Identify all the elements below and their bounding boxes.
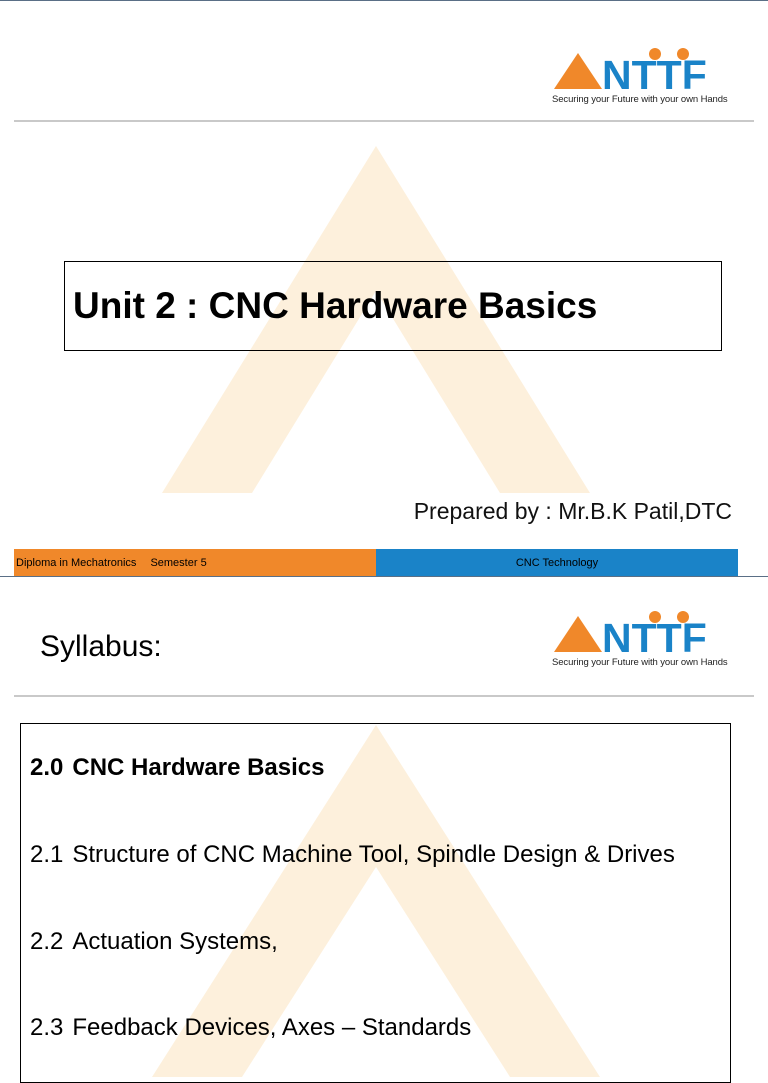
footer-bar [14, 549, 738, 576]
slide-syllabus [0, 576, 768, 1041]
syllabus-item [30, 841, 675, 869]
nttf-logo-icon [552, 608, 738, 661]
footer-course: Diploma in Mechatronics [16, 556, 137, 569]
syllabus-item-text: Structure of CNC Machine Tool, Spindle Design & Drives [72, 841, 675, 868]
syllabus-item-text: Feedback Devices, Axes – Standards [72, 1014, 472, 1041]
footer-semester: Semester 5 [150, 556, 207, 569]
header-divider [14, 695, 754, 697]
nttf-logo-icon [552, 45, 738, 98]
syllabus-item [30, 1014, 471, 1042]
footer-left [14, 549, 376, 576]
syllabus-item-text: Actuation Systems, [72, 928, 278, 955]
syllabus-item-number: 2.0 [30, 754, 64, 781]
logo-tagline: Securing your Future with your own Hands [552, 94, 728, 105]
nttf-logo [552, 608, 738, 668]
title-box [64, 261, 722, 351]
logo-tagline: Securing your Future with your own Hands [552, 657, 728, 668]
syllabus-heading: Syllabus: [40, 630, 162, 663]
nttf-logo [552, 45, 738, 105]
svg-text:NTTF: NTTF [602, 52, 707, 98]
syllabus-item-number: 2.1 [30, 841, 64, 868]
svg-text:NTTF: NTTF [602, 615, 707, 661]
syllabus-item [30, 928, 278, 956]
syllabus-box [20, 723, 731, 1083]
footer-subject: CNC Technology [515, 556, 599, 569]
prepared-by: Prepared by : Mr.B.K Patil,DTC [413, 498, 732, 524]
slide-title-text: Unit 2 : CNC Hardware Basics [73, 285, 598, 326]
syllabus-item-number: 2.2 [30, 928, 64, 955]
syllabus-item-number: 2.3 [30, 1014, 64, 1041]
syllabus-item-text: CNC Hardware Basics [72, 754, 325, 781]
header-divider [14, 120, 754, 122]
syllabus-item [30, 754, 324, 782]
footer-right [376, 549, 738, 576]
